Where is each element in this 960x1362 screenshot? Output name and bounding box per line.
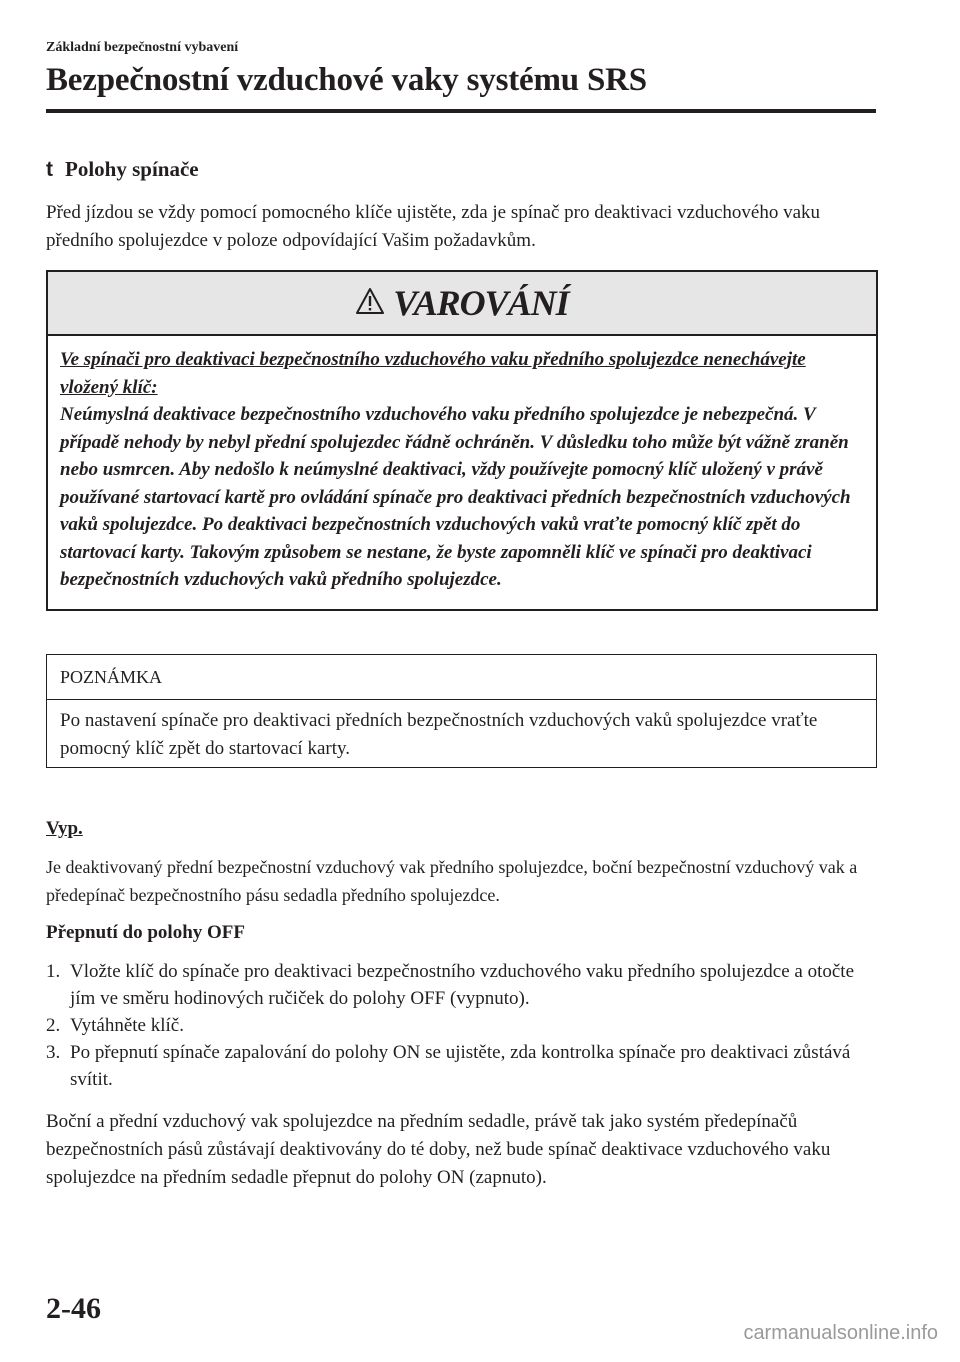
off-state-heading: Vyp.: [46, 818, 83, 839]
note-title: POZNÁMKA: [47, 655, 876, 700]
note-box: [46, 654, 877, 768]
step-text: Vložte klíč do spínače pro deaktivaci bezpečnostního vzduchového vaku předního spolujezdce a otočte jím ve směru hodinových ručiček do polohy OFF (vypnuto).: [70, 961, 855, 1009]
warning-box: [46, 270, 878, 611]
step-text: Po přepnutí spínače zapalování do polohy ON se ujistěte, zda kontrolka spínače pro deaktivaci zůstává svítit.: [70, 1042, 851, 1090]
warning-header: [48, 272, 876, 336]
list-item: [46, 1012, 876, 1039]
section-heading: [46, 157, 199, 182]
page-number: 2-46: [46, 1292, 101, 1325]
list-item: [46, 1039, 876, 1093]
warning-title: VAROVÁNÍ: [393, 283, 569, 323]
header-rule: [46, 109, 876, 113]
step-number: 1.: [46, 961, 61, 982]
switch-off-steps: [46, 958, 876, 1093]
warning-triangle-icon: [355, 287, 385, 320]
step-text: Vytáhněte klíč.: [70, 1015, 184, 1036]
list-item: [46, 958, 876, 1012]
page-title: Bezpečnostní vzduchové vaky systému SRS: [46, 62, 647, 98]
section-marker: t: [46, 158, 53, 181]
watermark: carmanualsonline.info: [743, 1322, 938, 1344]
warning-lead: Ve spínači pro deaktivaci bezpečnostního vzduchového vaku předního spolujezdce nenechávejte vložený klíč:: [60, 349, 806, 398]
closing-paragraph: Boční a přední vzduchový vak spolujezdce na předním sedadle, právě tak jako systém předepínačů bezpečnostních pásů zůstávají deaktivovány do té doby, než bude spínač deaktivace vzduchového vaku spolujezdce na předním sedadle přepnut do polohy ON (zapnuto).: [46, 1111, 831, 1188]
off-state-description: Je deaktivovaný přední bezpečnostní vzduchový vak předního spolujezdce, boční bezpečnostní vzduchový vak a předepínač bezpečnostního pásu sedadla předního spolujezdce.: [46, 857, 858, 905]
switch-off-heading: Přepnutí do polohy OFF: [46, 922, 245, 943]
intro-paragraph: Před jízdou se vždy pomocí pomocného klíče ujistěte, zda je spínač pro deaktivaci vzduchového vaku předního spolujezdce v poloze odpovídající Vašim požadavkům.: [46, 202, 821, 251]
step-number: 2.: [46, 1015, 61, 1036]
running-header: Základní bezpečnostní vybavení: [46, 40, 239, 55]
warning-text: Neúmyslná deaktivace bezpečnostního vzduchového vaku předního spolujezdce je nebezpečná. V případě nehody by nebyl přední spolujezdec řádně ochráněn. V důsledku toho může být vážně zraněn nebo usmrcen. Aby nedošlo k neúmyslné deaktivaci, vždy používejte pomocný klíč uložený v právě používané startovací kartě pro ovládání spínače pro deaktivaci předních bezpečnostních vzduchových vaků spolujezdce. Po deaktivaci bezpečnostních vzduchových vaků vraťte pomocný klíč zpět do startovací karty. Takovým způsobem se nestane, že byste zapomněli klíč ve spínači pro deaktivaci bezpečnostních vzduchových vaků předního spolujezdce.: [60, 404, 851, 590]
note-body: Po nastavení spínače pro deaktivaci předních bezpečnostních vzduchových vaků spolujezdce vraťte pomocný klíč zpět do startovací karty.: [60, 710, 818, 759]
warning-body: [48, 336, 876, 594]
step-number: 3.: [46, 1042, 61, 1063]
section-heading-text: Polohy spínače: [65, 157, 199, 181]
